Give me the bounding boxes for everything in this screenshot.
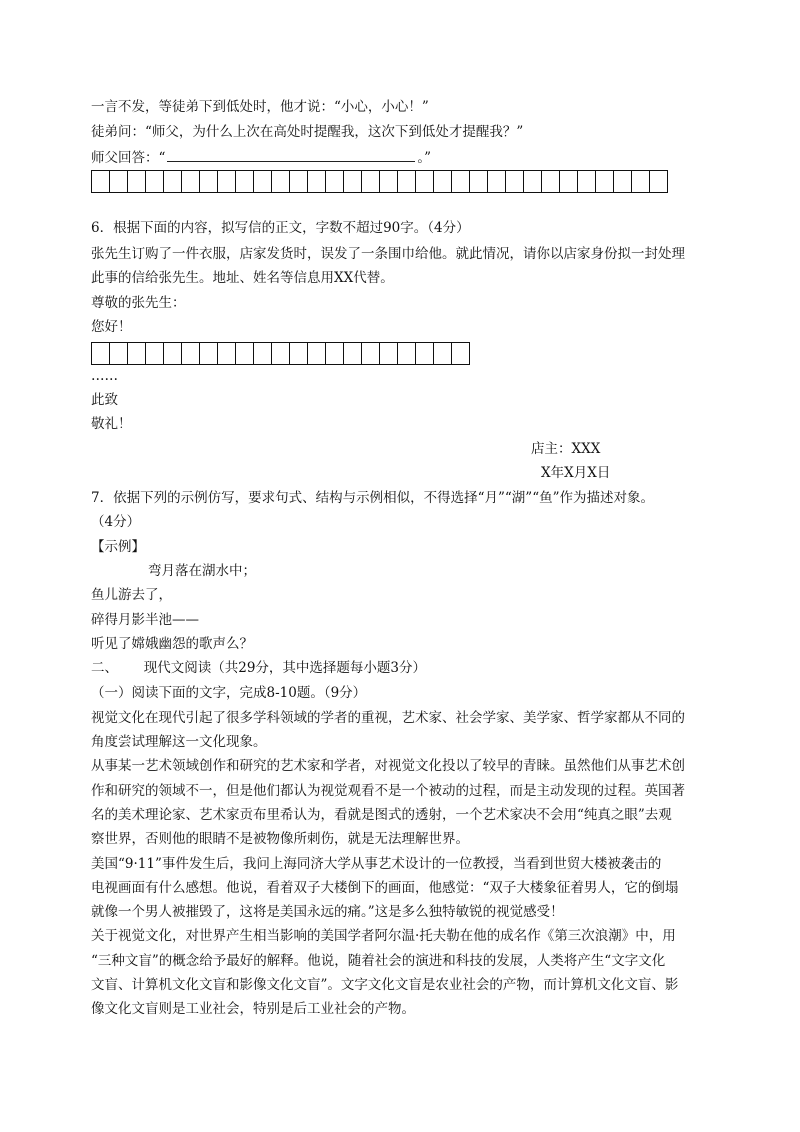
- grid-cell[interactable]: [452, 171, 470, 193]
- letter-greeting: 您好！: [91, 319, 132, 335]
- answer-grid-2[interactable]: [91, 342, 470, 365]
- passage-line: 从事某一艺术领域创作和研究的艺术家和学者，对视觉文化投以了较早的青睐。虽然他们从事艺术创: [91, 758, 685, 774]
- letter-closing-1: 此致: [91, 392, 118, 408]
- grid-cell[interactable]: [308, 343, 326, 365]
- grid-cell[interactable]: [380, 343, 398, 365]
- grid-cell[interactable]: [326, 171, 344, 193]
- grid-cell[interactable]: [632, 171, 650, 193]
- grid-cell[interactable]: [146, 171, 164, 193]
- grid-cell[interactable]: [200, 343, 218, 365]
- grid-cell[interactable]: [164, 343, 182, 365]
- passage-line: 就像一个男人被摧毁了，这将是美国永远的痛。”这是多么独特敏锐的视觉感受！: [91, 904, 564, 920]
- poem-line-1: 弯月落在湖水中；: [148, 563, 256, 579]
- grid-cell[interactable]: [560, 171, 578, 193]
- grid-cell[interactable]: [164, 171, 182, 193]
- grid-cell[interactable]: [308, 171, 326, 193]
- poem-line-4: 听见了嫦娥幽怨的歌声么？: [91, 636, 253, 652]
- answer-prefix: 师父回答：“: [91, 150, 166, 166]
- grid-cell[interactable]: [362, 343, 380, 365]
- grid-cell[interactable]: [290, 171, 308, 193]
- passage-line: 美国“9·11”事件发生后，我问上海同济大学从事艺术设计的一位教授，当看到世贸大楼被袭击的: [91, 856, 662, 872]
- grid-cell[interactable]: [524, 171, 542, 193]
- grid-cell[interactable]: [254, 171, 272, 193]
- story-line-2: 徒弟问：“师父，为什么上次在高处时提醒我，这次下到低处才提醒我？”: [91, 124, 524, 140]
- grid-cell[interactable]: [326, 343, 344, 365]
- grid-cell[interactable]: [110, 171, 128, 193]
- grid-cell[interactable]: [362, 171, 380, 193]
- poem-line-2: 鱼儿游去了，: [91, 587, 172, 603]
- grid-cell[interactable]: [416, 171, 434, 193]
- grid-cell[interactable]: [128, 343, 146, 365]
- grid-cell[interactable]: [92, 171, 110, 193]
- q6-title: 6．根据下面的内容，拟写信的正文，字数不超过90字。（4分）: [91, 220, 470, 236]
- grid-cell[interactable]: [182, 171, 200, 193]
- grid-cell[interactable]: [452, 343, 470, 365]
- q7-score: （4分）: [91, 514, 141, 530]
- grid-cell[interactable]: [380, 171, 398, 193]
- answer-blank[interactable]: [167, 147, 415, 162]
- grid-cell[interactable]: [488, 171, 506, 193]
- grid-cell[interactable]: [434, 171, 452, 193]
- grid-cell[interactable]: [614, 171, 632, 193]
- answer-grid-1[interactable]: [91, 170, 668, 193]
- grid-cell[interactable]: [92, 343, 110, 365]
- passage-line: 角度尝试理解这一文化现象。: [91, 734, 267, 750]
- answer-suffix: 。”: [417, 150, 432, 166]
- q7-example-label: 【示例】: [91, 539, 145, 555]
- grid-cell[interactable]: [200, 171, 218, 193]
- letter-ellipsis: ……: [91, 368, 118, 384]
- q6-prompt-1: 张先生订购了一件衣服，店家发货时，误发了一条围巾给他。就此情况，请你以店家身份拟一封处理: [91, 246, 685, 262]
- q6-prompt-2: 此事的信给张先生。地址、姓名等信息用XX代替。: [91, 270, 394, 286]
- grid-cell[interactable]: [272, 343, 290, 365]
- grid-cell[interactable]: [236, 171, 254, 193]
- section-2-heading: 二、 现代文阅读（共29分，其中选择题每小题3分）: [91, 660, 427, 676]
- grid-cell[interactable]: [398, 171, 416, 193]
- grid-cell[interactable]: [236, 343, 254, 365]
- passage-line: 察世界，否则他的眼睛不是被物像所刺伤，就是无法理解世界。: [91, 831, 469, 847]
- grid-cell[interactable]: [398, 343, 416, 365]
- section-2-subheading: （一）阅读下面的文字，完成8-10题。（9分）: [91, 685, 367, 701]
- passage-line: 作和研究的领域不一，但是他们都认为视觉观看不是一个被动的过程，而是主动发现的过程。英国著: [91, 783, 685, 799]
- grid-cell[interactable]: [416, 343, 434, 365]
- grid-cell[interactable]: [344, 171, 362, 193]
- grid-cell[interactable]: [218, 171, 236, 193]
- grid-cell[interactable]: [110, 343, 128, 365]
- grid-cell[interactable]: [650, 171, 668, 193]
- grid-cell[interactable]: [128, 171, 146, 193]
- passage-line: 关于视觉文化，对世界产生相当影响的美国学者阿尔温·托夫勒在他的成名作《第三次浪潮》中，用: [91, 928, 676, 944]
- letter-closing-2: 敬礼！: [91, 416, 132, 432]
- passage-line: 电视画面有什么感想。他说，看着双子大楼倒下的画面，他感觉：“双子大楼象征着男人，它的倒塌: [91, 880, 679, 896]
- letter-date: X年X月X日: [541, 465, 611, 481]
- grid-cell[interactable]: [578, 171, 596, 193]
- story-line-1: 一言不发，等徒弟下到低处时，他才说：“小心，小心！”: [91, 99, 429, 115]
- grid-cell[interactable]: [470, 171, 488, 193]
- grid-cell[interactable]: [218, 343, 236, 365]
- letter-salutation: 尊敬的张先生：: [91, 295, 186, 311]
- grid-cell[interactable]: [542, 171, 560, 193]
- story-line-3: [91, 147, 431, 168]
- passage-line: 名的美术理论家、艺术家贡布里希认为，看就是图式的透射，一个艺术家决不会用“纯真之眼”去观: [91, 807, 672, 823]
- grid-cell[interactable]: [596, 171, 614, 193]
- passage-line: 文盲、计算机文化文盲和影像文化文盲”。文字文化文盲是农业社会的产物，而计算机文化文盲、影: [91, 977, 679, 993]
- grid-cell[interactable]: [344, 343, 362, 365]
- grid-cell[interactable]: [506, 171, 524, 193]
- grid-cell[interactable]: [434, 343, 452, 365]
- passage-line: 视觉文化在现代引起了很多学科领域的学者的重视，艺术家、社会学家、美学家、哲学家都从不同的: [91, 710, 685, 726]
- grid-cell[interactable]: [272, 171, 290, 193]
- passage-line: 像文化文盲则是工业社会，特别是后工业社会的产物。: [91, 1001, 415, 1017]
- poem-line-3: 碎得月影半池——: [91, 612, 199, 628]
- grid-cell[interactable]: [290, 343, 308, 365]
- q7-title: 7．依据下列的示例仿写，要求句式、结构与示例相似，不得选择“月”“湖”“鱼”作为描述对象。: [91, 490, 654, 506]
- letter-signature: 店主：XXX: [531, 441, 601, 457]
- grid-cell[interactable]: [254, 343, 272, 365]
- passage-line: “三种文盲”的概念给予最好的解释。他说，随着社会的演进和科技的发展，人类将产生“文字文化: [91, 953, 666, 969]
- grid-cell[interactable]: [146, 343, 164, 365]
- grid-cell[interactable]: [182, 343, 200, 365]
